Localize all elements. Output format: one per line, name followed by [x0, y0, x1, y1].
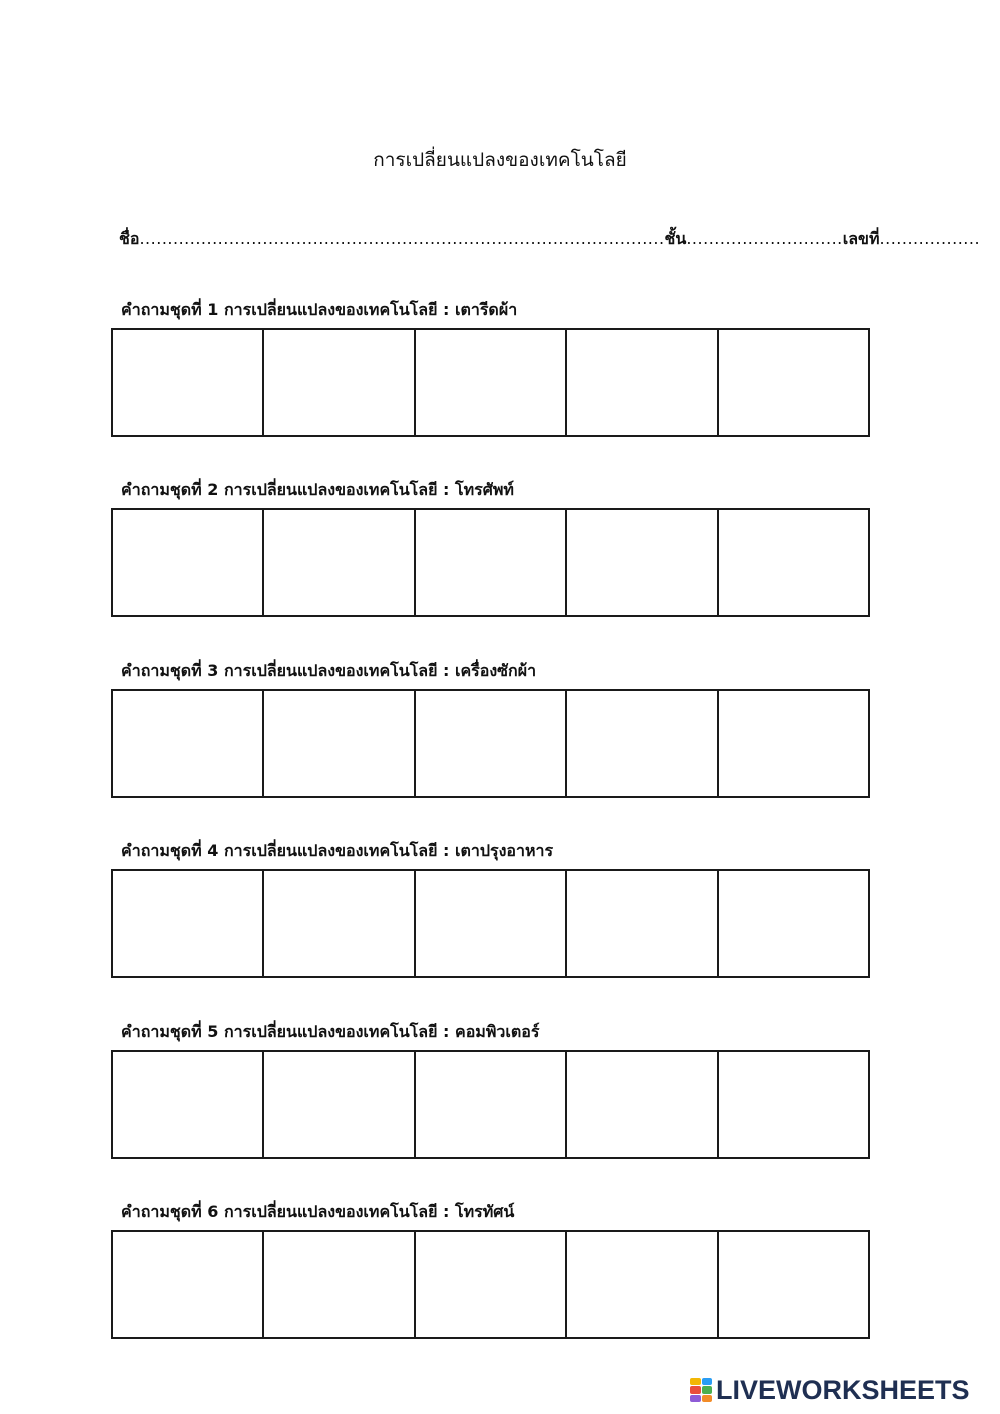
answer-box[interactable] [113, 1232, 264, 1337]
answer-box[interactable] [719, 1052, 868, 1157]
liveworksheets-logo[interactable] [690, 1374, 970, 1406]
answer-box[interactable] [416, 1232, 567, 1337]
answer-box[interactable] [567, 691, 718, 796]
logo-tile [690, 1386, 701, 1393]
answer-box[interactable] [567, 330, 718, 435]
answer-box[interactable] [416, 510, 567, 615]
worksheet-title: การเปลี่ยนแปลงของเทคโนโลยี [373, 149, 627, 171]
logo-tile [702, 1386, 713, 1393]
answer-box[interactable] [567, 871, 718, 976]
answer-boxes [111, 1050, 870, 1159]
logo-tile [690, 1395, 701, 1402]
student-info-line [119, 228, 980, 250]
class-field[interactable]: ............................ [686, 229, 843, 248]
answer-box[interactable] [264, 510, 415, 615]
logo-tile [702, 1378, 713, 1385]
answer-box[interactable] [264, 691, 415, 796]
answer-box[interactable] [264, 330, 415, 435]
logo-tile [690, 1378, 701, 1385]
answer-box[interactable] [719, 871, 868, 976]
answer-box[interactable] [113, 330, 264, 435]
answer-box[interactable] [113, 871, 264, 976]
answer-box[interactable] [719, 510, 868, 615]
question-heading: คำถามชุดที่ 1 การเปลี่ยนแปลงของเทคโนโลยี : เตารีดผ้า [121, 300, 518, 319]
answer-boxes [111, 328, 870, 437]
answer-box[interactable] [567, 1232, 718, 1337]
answer-box[interactable] [719, 1232, 868, 1337]
liveworksheets-wordmark: LIVEWORKSHEETS [716, 1374, 970, 1405]
answer-box[interactable] [113, 691, 264, 796]
answer-boxes [111, 1230, 870, 1339]
class-label: ชั้น [664, 229, 687, 248]
answer-box[interactable] [113, 510, 264, 615]
liveworksheets-logo-icon [690, 1378, 712, 1402]
name-label: ชื่อ [119, 229, 140, 248]
question-heading: คำถามชุดที่ 6 การเปลี่ยนแปลงของเทคโนโลยี : โทรทัศน์ [121, 1202, 515, 1221]
answer-box[interactable] [416, 691, 567, 796]
answer-box[interactable] [567, 1052, 718, 1157]
question-heading: คำถามชุดที่ 4 การเปลี่ยนแปลงของเทคโนโลยี : เตาปรุงอาหาร [121, 841, 554, 860]
answer-box[interactable] [416, 871, 567, 976]
answer-boxes [111, 508, 870, 617]
number-field[interactable]: .................. [879, 229, 981, 248]
answer-box[interactable] [416, 330, 567, 435]
question-heading: คำถามชุดที่ 5 การเปลี่ยนแปลงของเทคโนโลยี : คอมพิวเตอร์ [121, 1022, 540, 1041]
answer-box[interactable] [264, 1052, 415, 1157]
answer-box[interactable] [567, 510, 718, 615]
answer-box[interactable] [719, 330, 868, 435]
logo-tile [702, 1395, 713, 1402]
answer-box[interactable] [416, 1052, 567, 1157]
question-heading: คำถามชุดที่ 2 การเปลี่ยนแปลงของเทคโนโลยี : โทรศัพท์ [121, 480, 514, 499]
answer-box[interactable] [113, 1052, 264, 1157]
answer-box[interactable] [264, 871, 415, 976]
answer-box[interactable] [264, 1232, 415, 1337]
answer-box[interactable] [719, 691, 868, 796]
question-heading: คำถามชุดที่ 3 การเปลี่ยนแปลงของเทคโนโลยี : เครื่องซักผ้า [121, 661, 537, 680]
answer-boxes [111, 689, 870, 798]
number-label: เลขที่ [842, 229, 880, 248]
answer-boxes [111, 869, 870, 978]
name-field[interactable]: .............................................................................................. [139, 229, 665, 248]
